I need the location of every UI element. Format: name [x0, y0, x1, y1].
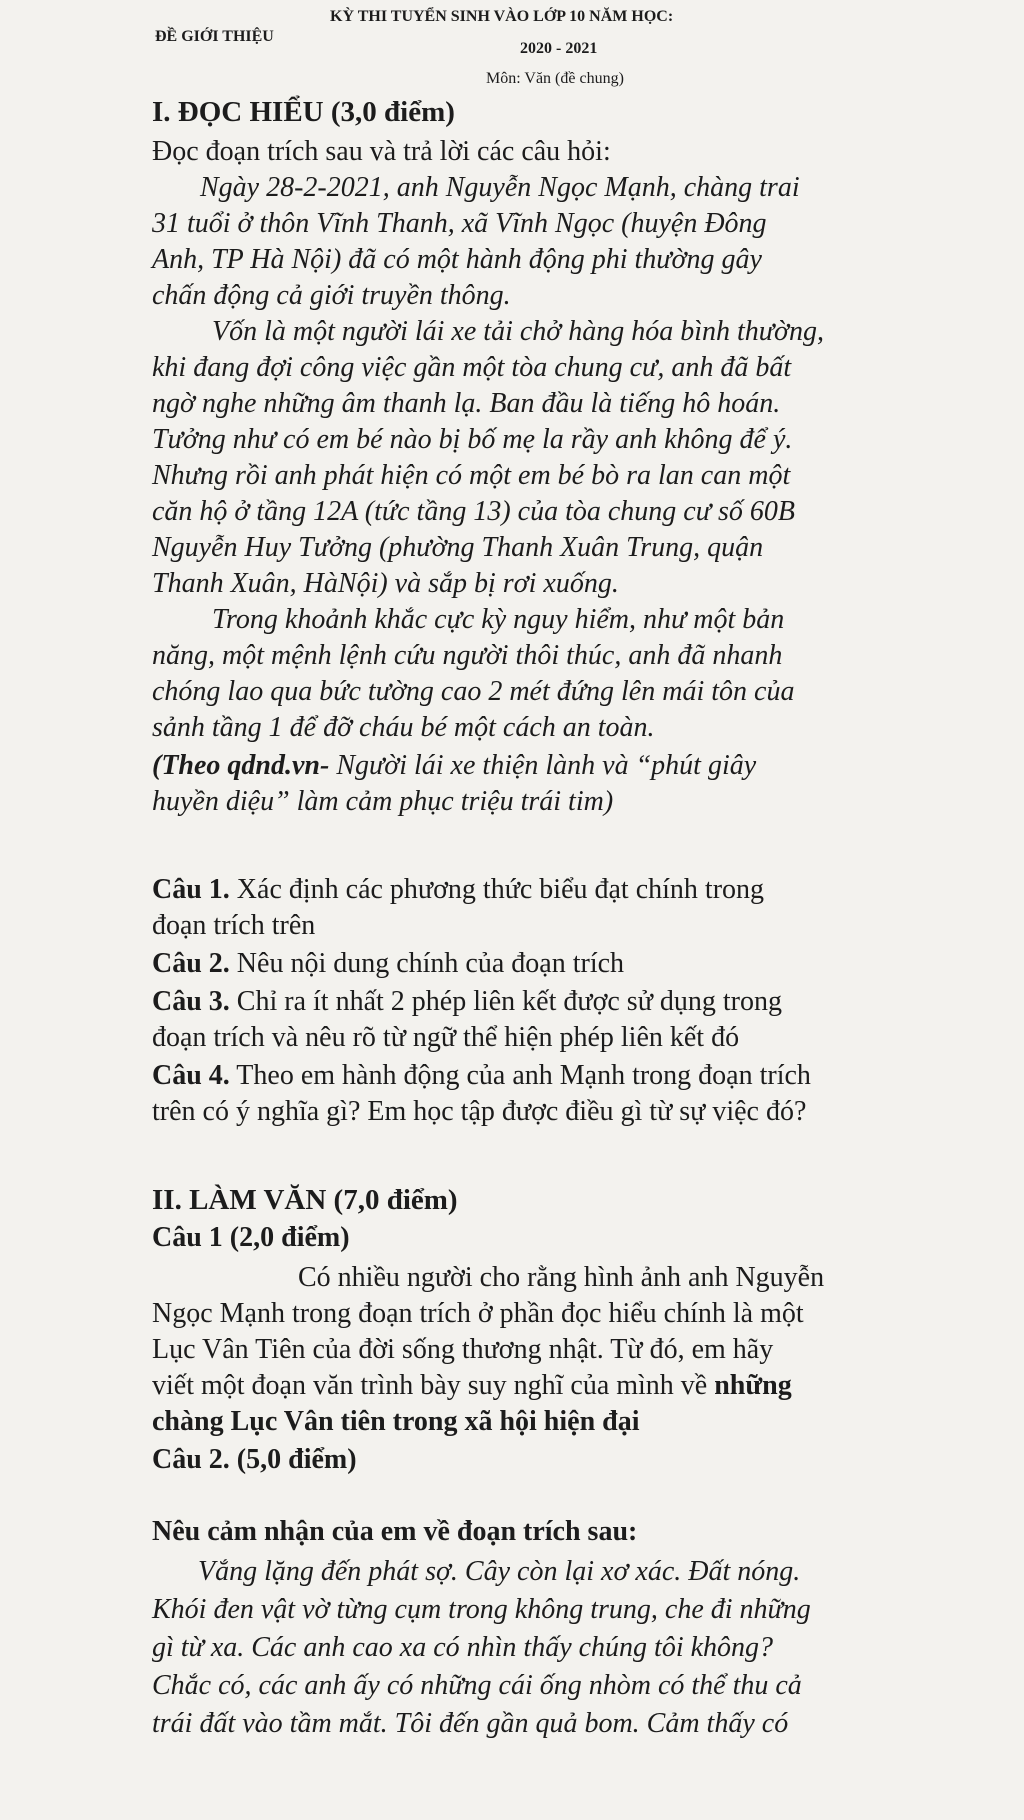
essay-question-2-prompt: Nêu cảm nhận của em về đoạn trích sau: [152, 1516, 638, 1547]
passage-line: Vốn là một người lái xe tải chở hàng hóa bình thường, [212, 316, 824, 347]
essay-passage-line: trái đất vào tầm mắt. Tôi đến gần quả bom. Cảm thấy có [152, 1708, 789, 1739]
essay-question-1-line: Lục Vân Tiên của đời sống thương nhật. Từ đó, em hãy [152, 1334, 774, 1365]
section1-heading: I. ĐỌC HIỂU (3,0 điểm) [152, 96, 455, 128]
intro-label: ĐỀ GIỚI THIỆU [155, 28, 274, 45]
passage-line: Nhưng rồi anh phát hiện có một em bé bò ra lan can một [152, 460, 791, 491]
passage-line: chóng lao qua bức tường cao 2 mét đứng lên mái tôn của [152, 676, 795, 707]
source-citation: (Theo qdnd.vn- Người lái xe thiện lành và “phút giây [152, 750, 757, 781]
passage-line: năng, một mệnh lệnh cứu người thôi thúc, anh đã nhanh [152, 640, 783, 671]
exam-title: KỲ THI TUYỂN SINH VÀO LỚP 10 NĂM HỌC: [330, 8, 674, 25]
question-4-cont: trên có ý nghĩa gì? Em học tập được điều gì từ sự việc đó? [152, 1096, 807, 1127]
passage-line: Thanh Xuân, HàNội) và sắp bị rơi xuống. [152, 568, 619, 599]
passage-line: Anh, TP Hà Nội) đã có một hành động phi thường gây [152, 244, 762, 275]
essay-question-1-line: chàng Lục Vân tiên trong xã hội hiện đại [152, 1406, 640, 1437]
section2-heading: II. LÀM VĂN (7,0 điểm) [152, 1184, 458, 1216]
essay-passage-line: Vắng lặng đến phát sợ. Cây còn lại xơ xác. Đất nóng. [198, 1556, 801, 1587]
source-citation-line2: huyền diệu” làm cảm phục triệu trái tim) [152, 786, 614, 817]
passage-line: căn hộ ở tầng 12A (tức tầng 13) của tòa chung cư số 60B [152, 496, 795, 527]
question-3: Câu 3. Chỉ ra ít nhất 2 phép liên kết được sử dụng trong [152, 986, 782, 1017]
passage-line: 31 tuổi ở thôn Vĩnh Thanh, xã Vĩnh Ngọc (huyện Đông [152, 208, 767, 239]
essay-question-1-line: Có nhiều người cho rằng hình ảnh anh Nguyễn [298, 1262, 825, 1293]
essay-passage-line: Khói đen vật vờ từng cụm trong không trung, che đi những [152, 1594, 811, 1625]
question-3-cont: đoạn trích và nêu rõ từ ngữ thể hiện phép liên kết đó [152, 1022, 740, 1053]
subject-line: Môn: Văn (đề chung) [486, 70, 624, 87]
essay-question-1-heading: Câu 1 (2,0 điểm) [152, 1222, 350, 1253]
essay-passage-line: Chắc có, các anh ấy có những cái ống nhòm có thể thu cả [152, 1670, 802, 1701]
question-4: Câu 4. Theo em hành động của anh Mạnh trong đoạn trích [152, 1060, 811, 1091]
essay-question-1-line: viết một đoạn văn trình bày suy nghĩ của mình về những [152, 1370, 792, 1401]
passage-line: chấn động cả giới truyền thông. [152, 280, 511, 311]
question-1: Câu 1. Xác định các phương thức biểu đạt chính trong [152, 874, 765, 905]
school-year: 2020 - 2021 [520, 40, 598, 57]
passage-line: sảnh tầng 1 để đỡ cháu bé một cách an toàn. [152, 712, 655, 743]
essay-passage-line: gì từ xa. Các anh cao xa có nhìn thấy chúng tôi không? [152, 1632, 774, 1663]
essay-question-2-heading: Câu 2. (5,0 điểm) [152, 1444, 357, 1475]
passage-line: ngờ nghe những âm thanh lạ. Ban đầu là tiếng hô hoán. [152, 388, 781, 419]
question-1-cont: đoạn trích trên [152, 910, 316, 941]
passage-line: Ngày 28-2-2021, anh Nguyễn Ngọc Mạnh, chàng trai [200, 172, 800, 203]
passage-line: Nguyễn Huy Tưởng (phường Thanh Xuân Trung, quận [152, 532, 764, 563]
question-2: Câu 2. Nêu nội dung chính của đoạn trích [152, 948, 625, 979]
essay-question-1-line: Ngọc Mạnh trong đoạn trích ở phần đọc hiểu chính là một [152, 1298, 804, 1329]
passage-line: khi đang đợi công việc gần một tòa chung cư, anh đã bất [152, 352, 792, 383]
section1-instruction: Đọc đoạn trích sau và trả lời các câu hỏi: [152, 136, 611, 167]
passage-line: Tưởng như có em bé nào bị bố mẹ la rầy anh không để ý. [152, 424, 793, 455]
passage-line: Trong khoảnh khắc cực kỳ nguy hiểm, như một bản [212, 604, 785, 635]
